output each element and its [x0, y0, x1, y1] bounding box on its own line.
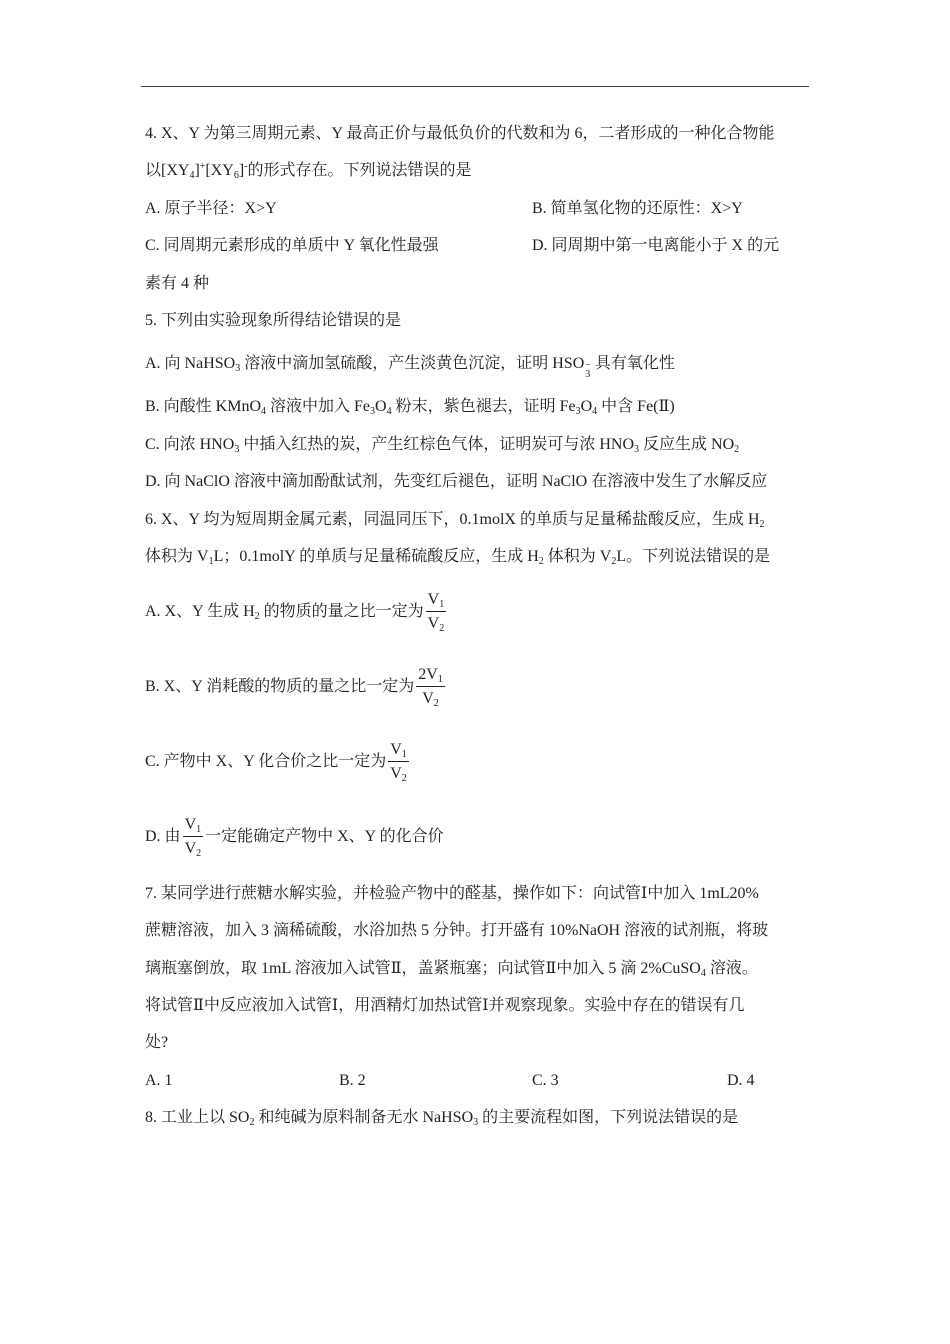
q5-option-b[interactable]: B. 向酸性 KMnO$_4$ 溶液中加入 $Fe_3O_4$ 粉末，紫色褪去，证明 $Fe_3O_4$ 中含 Fe(Ⅱ)	[145, 398, 675, 417]
q5-stem: 5. 下列由实验现象所得结论错误的是	[145, 312, 402, 329]
q5-option-a[interactable]: A. 向 NaHSO$_3$ 溶液中滴加氢硫酸，产生淡黄色沉淀，证明 HSO − 3 具有氧化性	[145, 355, 675, 380]
q7-option-a[interactable]: A. 1	[145, 1072, 173, 1089]
fraction-v1-over-v2: $\frac{V_1}{V_2}$	[390, 741, 407, 785]
fraction-v1-over-v2: $\frac{V_1}{V_2}$	[427, 591, 445, 635]
q7-stem-line4: 将试管Ⅱ中反应液加入试管Ⅰ，用酒精灯加热试管Ⅰ并观察现象。实验中存在的错误有几	[145, 997, 745, 1014]
q6-stem-line1: 6. X、Y 均为短周期金属元素，同温同压下，0.1molX 的单质与足量稀盐酸反应，生成 $H_2$	[145, 511, 765, 530]
q6-stem-line2: 体积为 $V_1L$；0.1molY 的单质与足量稀硫酸反应，生成 $H_2$ 体积为 $V_2L$。下列说法错误的是	[145, 548, 771, 567]
header-rule	[141, 86, 809, 87]
q6-option-a[interactable]: A. X、Y 生成 $H_2$ 的物质的量之比一定为 $\frac{V_1}{V_2}$	[145, 591, 445, 635]
q5-option-d[interactable]: D. 向 NaClO 溶液中滴加酚酞试剂，先变红后褪色，证明 NaClO 在溶液中发生了水解反应	[145, 473, 768, 490]
q7-option-b[interactable]: B. 2	[339, 1072, 366, 1089]
q6-option-c[interactable]: C. 产物中 X、Y 化合价之比一定为 $\frac{V_1}{V_2}$	[145, 741, 407, 785]
q7-stem-line5: 处?	[145, 1034, 169, 1051]
q7-option-d[interactable]: D. 4	[727, 1072, 755, 1089]
q7-stem-line3: 璃瓶塞倒放，取 1mL 溶液加入试管Ⅱ，盖紧瓶塞；向试管Ⅱ中加入 5 滴 2%CuSO$_4$ 溶液。	[145, 960, 758, 979]
q4-option-d[interactable]: D. 同周期中第一电离能小于 X 的元	[532, 237, 780, 254]
q7-option-c[interactable]: C. 3	[532, 1072, 559, 1089]
q7-stem-line1: 7. 某同学进行蔗糖水解实验，并检验产物中的醛基，操作如下：向试管Ⅰ中加入 1mL20%	[145, 885, 759, 902]
q8-stem: 8. 工业上以 $SO_2$ 和纯碱为原料制备无水 NaHSO$_3$ 的主要流程如图，下列说法错误的是	[145, 1109, 739, 1128]
fraction-v1-over-v2: $\frac{V_1}{V_2}$	[184, 816, 202, 860]
q4-option-c[interactable]: C. 同周期元素形成的单质中 Y 氧化性最强	[145, 237, 439, 254]
q4-option-a[interactable]: A. 原子半径：X>Y	[145, 200, 277, 217]
q4-option-b[interactable]: B. 简单氢化物的还原性：X>Y	[532, 200, 743, 217]
fraction-2v1-over-v2: $\frac{2V_1}{V_2}$	[418, 666, 443, 710]
q4-stem-line2: 以$[XY_4]^+[XY_6]^-$的形式存在。下列说法错误的是	[145, 161, 472, 181]
q5-option-c[interactable]: C. 向浓 $HNO_3$ 中插入红热的炭，产生红棕色气体，证明炭可与浓 $HNO_3$ 反应生成 $NO_2$	[145, 436, 740, 455]
q6-option-d[interactable]: D. 由 $\frac{V_1}{V_2}$ 一定能确定产物中 X、Y 的化合价	[145, 816, 444, 860]
q6-option-b[interactable]: B. X、Y 消耗酸的物质的量之比一定为 $\frac{2V_1}{V_2}$	[145, 666, 443, 710]
q4-stem-line1: 4. X、Y 为第三周期元素、Y 最高正价与最低负价的代数和为 6，二者形成的一种化合物能	[145, 125, 775, 142]
q4-option-d-cont: 素有 4 种	[145, 275, 210, 292]
q7-stem-line2: 蔗糖溶液，加入 3 滴稀硫酸，水浴加热 5 分钟。打开盛有 10%NaOH 溶液的试剂瓶，将玻	[145, 922, 769, 939]
